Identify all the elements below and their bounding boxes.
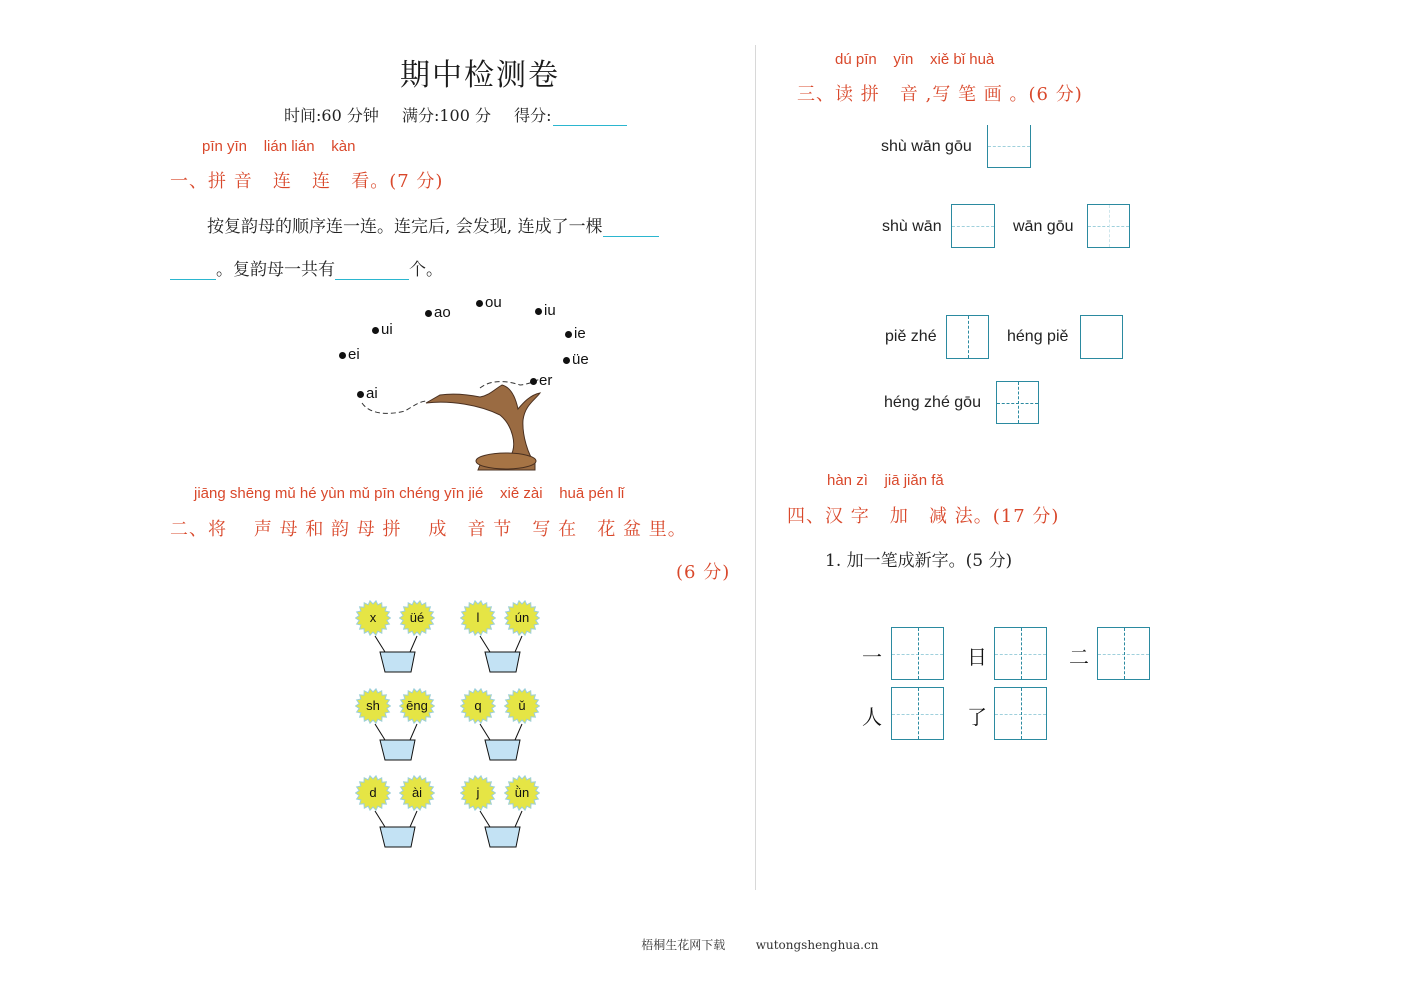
flower-pot-4[interactable] xyxy=(460,688,550,763)
section1-heading: 一、拼 音 连 连 看。(7 分) xyxy=(170,171,444,192)
flower-pot-2[interactable] xyxy=(460,600,550,675)
stroke-label-heng-pie: héng piě xyxy=(1007,328,1069,345)
footer-site-name: 梧桐生花网下载 xyxy=(641,938,726,952)
time-limit: 时间:60 分钟 xyxy=(284,106,379,125)
dot-iu[interactable]: iu xyxy=(535,302,556,319)
section4-pinyin: hàn zì jiā jiǎn fǎ xyxy=(827,472,944,489)
exam-meta xyxy=(284,103,645,126)
flower-pot-5[interactable] xyxy=(355,775,445,850)
section2-score: (6 分) xyxy=(676,562,731,583)
section1-text-line1 xyxy=(207,212,659,237)
answer-blank-count[interactable] xyxy=(335,261,409,280)
writing-box-shu-wan-gou[interactable] xyxy=(987,125,1031,168)
writing-box-heng-zhe-gou[interactable] xyxy=(996,381,1039,424)
writing-box-er[interactable] xyxy=(1097,627,1150,680)
instruction-text-3: 个。 xyxy=(409,260,443,280)
flower-initial: x xyxy=(355,600,391,636)
pot-icon xyxy=(355,775,445,850)
pot-icon xyxy=(460,775,550,850)
flower-final: ài xyxy=(399,775,435,811)
instruction-text-2: 。复韵母一共有 xyxy=(216,260,335,280)
flower-final: ǜn xyxy=(504,775,540,811)
stroke-label-heng-zhe-gou: héng zhé gōu xyxy=(884,394,981,411)
dot-ao[interactable]: ao xyxy=(425,304,451,321)
dot-ue[interactable]: üe xyxy=(563,351,589,368)
dot-ei[interactable]: ei xyxy=(339,346,360,363)
flower-initial: l xyxy=(460,600,496,636)
writing-box-ren[interactable] xyxy=(891,687,944,740)
pot-icon xyxy=(460,688,550,763)
pot-icon xyxy=(355,600,445,675)
section4-sub1: 1. 加一笔成新字。(5 分) xyxy=(825,551,1013,571)
page-title: 期中检测卷 xyxy=(400,58,560,93)
section2-pinyin: jiāng shēng mǔ hé yùn mǔ pīn chéng yīn jié xiě zài huā pén lǐ xyxy=(194,485,625,502)
answer-blank-tree-b[interactable] xyxy=(170,261,216,280)
dot-ui[interactable]: ui xyxy=(372,321,393,338)
page-footer xyxy=(0,922,1421,953)
writing-box-heng-pie[interactable] xyxy=(1080,315,1123,359)
full-score: 满分:100 分 xyxy=(401,106,491,125)
writing-box-ri[interactable] xyxy=(994,627,1047,680)
tree-icon xyxy=(330,285,610,475)
flower-final: ēng xyxy=(399,688,435,724)
flower-initial: d xyxy=(355,775,391,811)
dot-ai[interactable]: ai xyxy=(357,385,378,402)
writing-box-shu-wan[interactable] xyxy=(951,204,995,248)
char-ri: 日 xyxy=(967,645,987,669)
tree-figure xyxy=(330,285,610,475)
char-er: 二 xyxy=(1069,645,1089,669)
flower-initial: q xyxy=(460,688,496,724)
flower-pot-6[interactable] xyxy=(460,775,550,850)
section3-heading: 三、读 拼 音 ,写 笔 画 。(6 分) xyxy=(797,84,1083,105)
stroke-label-shu-wan-gou: shù wān gōu xyxy=(881,138,972,155)
flower-initial: j xyxy=(460,775,496,811)
char-yi: 一 xyxy=(862,645,882,669)
stroke-label-shu-wan: shù wān xyxy=(882,218,942,235)
section1-pinyin: pīn yīn lián lián kàn xyxy=(202,138,356,155)
instruction-text: 按复韵母的顺序连一连。连完后, 会发现, 连成了一棵 xyxy=(207,217,603,237)
writing-box-le[interactable] xyxy=(994,687,1047,740)
writing-box-wan-gou[interactable] xyxy=(1087,204,1130,248)
stroke-label-pie-zhe: piě zhé xyxy=(885,328,937,345)
writing-box-pie-zhe[interactable] xyxy=(946,315,989,359)
section1-text-line2 xyxy=(170,255,443,280)
score-label: 得分: xyxy=(514,106,552,125)
dot-er[interactable]: er xyxy=(530,372,552,389)
char-ren: 人 xyxy=(862,705,882,729)
footer-url: wutongshenghua.cn xyxy=(755,938,879,952)
dot-ie[interactable]: ie xyxy=(565,325,586,342)
answer-blank-tree-a[interactable] xyxy=(603,218,659,237)
column-divider xyxy=(755,45,756,890)
flower-final: ún xyxy=(504,600,540,636)
flower-pot-1[interactable] xyxy=(355,600,445,675)
section3-pinyin: dú pīn yīn xiě bǐ huà xyxy=(835,51,995,68)
flower-final: üé xyxy=(399,600,435,636)
flower-initial: sh xyxy=(355,688,391,724)
flower-final: ǔ xyxy=(504,688,540,724)
char-le: 了 xyxy=(967,705,987,729)
flower-pot-3[interactable] xyxy=(355,688,445,763)
score-blank[interactable] xyxy=(553,107,627,126)
writing-box-yi[interactable] xyxy=(891,627,944,680)
dot-ou[interactable]: ou xyxy=(476,294,502,311)
section2-heading: 二、将 声 母 和 韵 母 拼 成 音 节 写 在 花 盆 里。 xyxy=(170,519,687,540)
section4-heading: 四、汉 字 加 减 法。(17 分) xyxy=(787,506,1060,527)
stroke-label-wan-gou: wān gōu xyxy=(1013,218,1074,235)
pot-icon xyxy=(355,688,445,763)
pot-icon xyxy=(460,600,550,675)
